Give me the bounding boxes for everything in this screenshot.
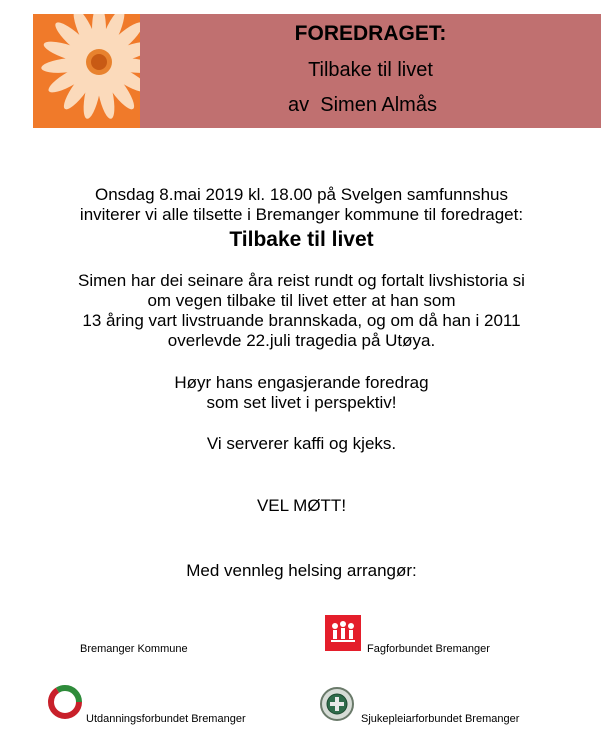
welcome-line: VEL MØTT! bbox=[256, 496, 347, 515]
flower-image bbox=[33, 14, 140, 128]
story-line: Simen har dei seinare åra reist rundt og fortalt livshistoria si bbox=[78, 271, 525, 290]
organizer-utdanningsforbundet: Utdanningsforbundet Bremanger bbox=[86, 713, 246, 725]
serving-line: Vi serverer kaffi og kjeks. bbox=[206, 434, 397, 453]
flower-icon bbox=[33, 14, 140, 128]
story-line: overlevde 22.juli tragedia på Utøya. bbox=[167, 331, 436, 350]
event-title: Tilbake til livet bbox=[308, 59, 433, 81]
talk-title: Tilbake til livet bbox=[229, 228, 374, 251]
intro-line-2: inviterer vi alle tilsette i Bremanger kommune til foredraget: bbox=[79, 205, 524, 224]
fagforbundet-logo-icon bbox=[325, 615, 361, 651]
speaker-line: av Simen Almås bbox=[288, 94, 437, 116]
hear-line: som set livet i perspektiv! bbox=[206, 393, 397, 412]
title-box bbox=[140, 14, 601, 128]
organizer-bremanger: Bremanger Kommune bbox=[80, 643, 188, 655]
intro-line-1: Onsdag 8.mai 2019 kl. 18.00 på Svelgen samfunnshus bbox=[95, 185, 508, 204]
organizer-sjukepleiarforbundet: Sjukepleiarforbundet Bremanger bbox=[361, 713, 520, 725]
greeting-line: Med vennleg helsing arrangør: bbox=[186, 561, 417, 580]
event-label: FOREDRAGET: bbox=[294, 22, 447, 45]
hear-line: Høyr hans engasjerande foredrag bbox=[174, 373, 429, 392]
organizer-fagforbundet: Fagforbundet Bremanger bbox=[367, 643, 490, 655]
story-line: 13 åring vart livstruande brannskada, og om då han i 2011 bbox=[82, 311, 521, 330]
story-line: om vegen tilbake til livet etter at han som bbox=[147, 291, 456, 310]
sjukepleiarforbundet-logo-icon bbox=[319, 686, 355, 722]
header-banner bbox=[33, 14, 601, 128]
utdanningsforbundet-logo-icon bbox=[47, 684, 83, 720]
